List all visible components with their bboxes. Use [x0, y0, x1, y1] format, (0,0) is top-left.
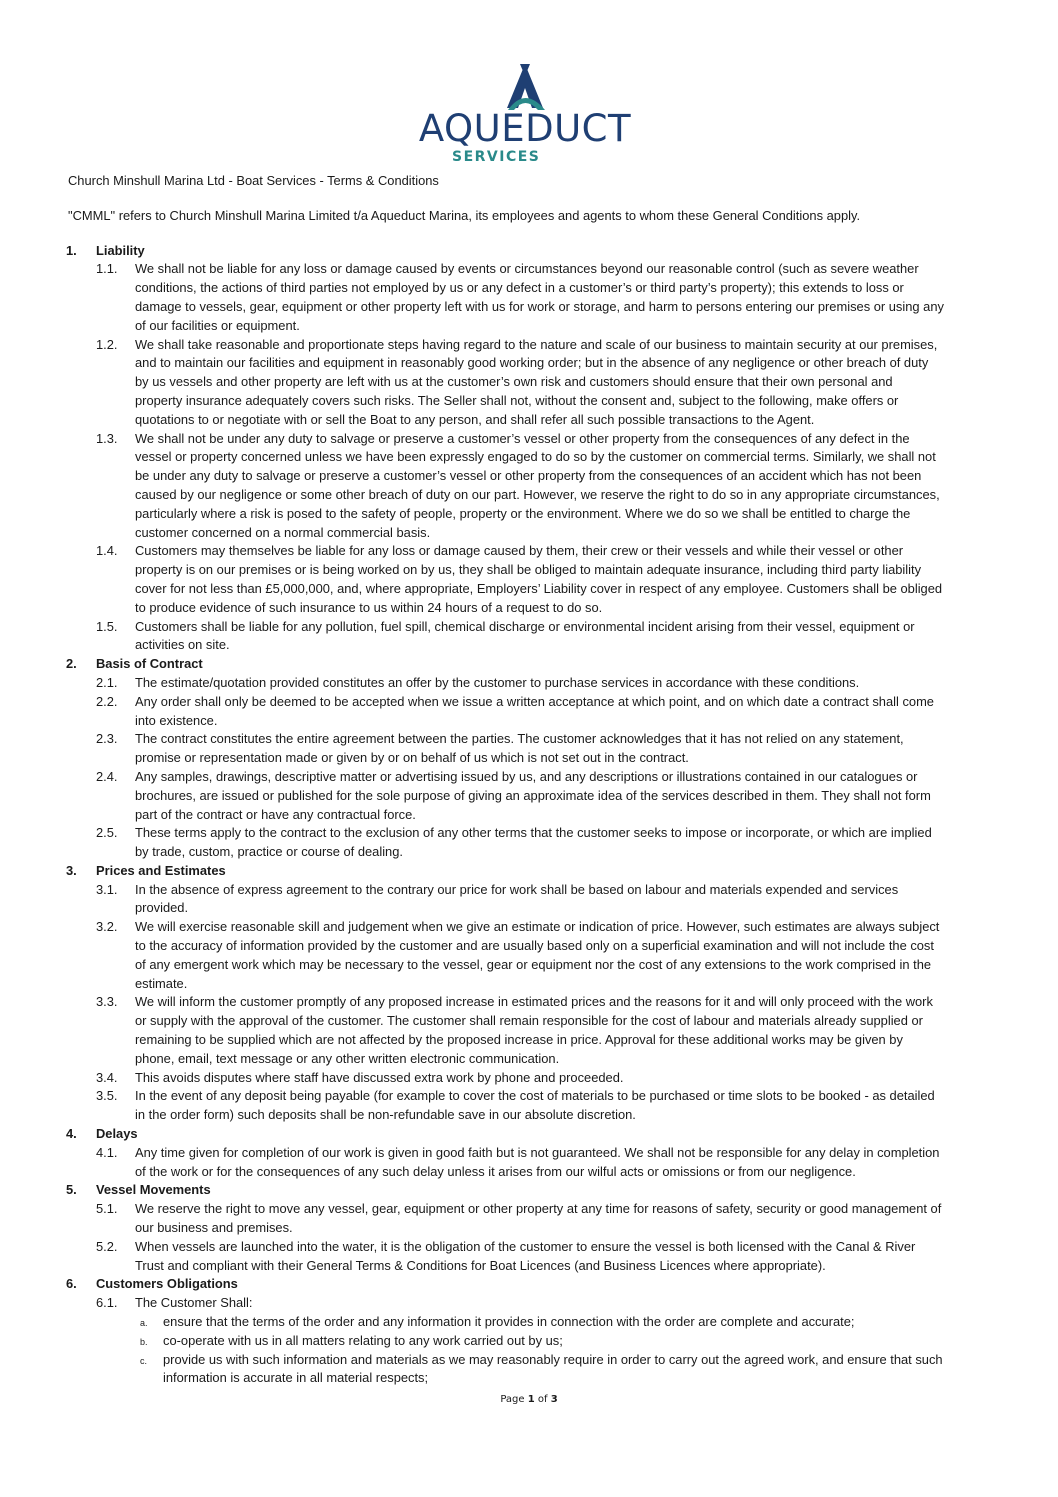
section-heading: [68, 1125, 994, 1144]
document-heading: Church Minshull Marina Ltd - Boat Services - Terms & Conditions: [68, 173, 439, 188]
clause-text: of the work or for the consequences of any such delay unless it arises from our wilful acts or omissions or from our negligence.: [135, 1163, 856, 1179]
sections-list: [68, 242, 994, 1389]
clause-line: [68, 392, 994, 411]
section-title: Liability: [96, 242, 145, 258]
clause-text: We will inform the customer promptly of any proposed increase in estimated prices and the reasons for it and will only proceed with the work: [135, 994, 933, 1010]
clause-text: We shall take reasonable and proportionate steps having regard to the nature and scale of our business to maintain security at our premises,: [135, 336, 938, 352]
clause-text: to produce evidence of such insurance to us within 24 hours of a request to do so.: [135, 599, 603, 615]
clause-number: 3.4.: [96, 1069, 118, 1085]
clause-text: cover for not less than £5,000,000, and, where appropriate, Employers’ Liability cover in respect of any employee. Customers shall be obliged: [135, 580, 943, 596]
clause-text: caused by our negligence or some other breach of duty on our part. However, we reserve the right to do so in any appropriate circumstances,: [135, 486, 940, 502]
subitem-text: provide us with such information and materials as we may reasonably require in order to carry out the agreed work, and ensure that such: [163, 1351, 943, 1367]
clause-line: [68, 749, 994, 768]
section-number: 2.: [66, 656, 77, 672]
clause-number: 2.5.: [96, 825, 118, 841]
clause-line: [68, 1219, 994, 1238]
clause-line: [68, 448, 994, 467]
clause-line: [68, 806, 994, 825]
clause-number: 2.2.: [96, 693, 118, 709]
clause-line: [68, 599, 994, 618]
clause-number: 1.2.: [96, 336, 118, 352]
clause-text: The Customer Shall:: [135, 1295, 253, 1311]
clause-line: [68, 467, 994, 486]
section-title: Vessel Movements: [96, 1182, 211, 1198]
logo-subtitle: SERVICES: [452, 149, 541, 165]
clause-number: 3.2.: [96, 919, 118, 935]
clause-text: When vessels are launched into the water, it is the obligation of the customer to ensure the vessel is both licensed with the Canal & River: [135, 1238, 916, 1254]
clause-text: particularly where a risk is posed to the safety of people, property or the environment. Where we do so we shall be entitled to charge the: [135, 505, 911, 521]
clause-text: The contract constitutes the entire agreement between the parties. The customer acknowledges that it has not relied on any statement,: [135, 731, 904, 747]
clause-number: 1.5.: [96, 618, 118, 634]
clause-text: Customers may themselves be liable for any loss or damage caused by them, their crew or their vessels and while their vessel or other: [135, 543, 904, 559]
clause-text: We shall not be under any duty to salvage or preserve a customer’s vessel or other property from the consequences of any defect in the: [135, 430, 910, 446]
clause-line: [68, 505, 994, 524]
section-title: Customers Obligations: [96, 1276, 238, 1292]
clause-line: [68, 937, 994, 956]
clause-text: vessel or property concerned unless we have been expressly engaged to do so by the customer on commercial terms. Similarly, we shall not: [135, 449, 936, 465]
clause-line: [68, 618, 994, 637]
clause-line: [68, 411, 994, 430]
clause-line: [68, 1144, 994, 1163]
clause-line: [68, 787, 994, 806]
footer-of: of: [537, 1394, 548, 1405]
section-number: 5.: [66, 1182, 77, 1198]
clause-text: provided.: [135, 900, 189, 916]
section-number: 3.: [66, 862, 77, 878]
clause-line: [68, 1069, 994, 1088]
clause-line: [68, 430, 994, 449]
clause-text: conditions, the actions of third parties not employed by us or any defect in a customer’s or third party’s property); this extends to loss or: [135, 280, 904, 296]
subitem-line: [68, 1351, 994, 1370]
clause-text: remaining to be supplied which are not affected by the proposed increase in price. Approval for these additional works may be given by: [135, 1032, 903, 1048]
subitem-line: [68, 1332, 994, 1351]
clause-line: [68, 636, 994, 655]
page-footer: [0, 1394, 1058, 1405]
subitem-line: [68, 1313, 994, 1332]
clause-line: [68, 260, 994, 279]
clause-text: brochures, are issued or published for the sole purpose of giving an approximate idea of the services described in them. They shall not form: [135, 787, 931, 803]
clause-line: [68, 1163, 994, 1182]
footer-prefix: Page: [500, 1394, 525, 1405]
clause-line: [68, 336, 994, 355]
subitem-letter: c.: [140, 1355, 148, 1366]
clause-line: [68, 918, 994, 937]
clause-text: of any emergent work which may be necessary to the vessel, gear or equipment nor the cost of any extensions to the work comprised in the: [135, 956, 932, 972]
clause-line: [68, 975, 994, 994]
section-heading: [68, 1181, 994, 1200]
clause-text: property insurance adequately covers such risks. The Seller shall not, without the consent and, subject to the following, make offers or: [135, 392, 899, 408]
logo-wordmark: AQUEDUCT: [418, 107, 632, 150]
clause-text: The estimate/quotation provided constitutes an offer by the customer to purchase services in accordance with these conditions.: [135, 674, 860, 690]
clause-text: In the absence of express agreement to the contrary our price for work shall be based on labour and materials expended and services: [135, 881, 899, 897]
clause-text: or supply with the approval of the customer. The customer shall remain responsible for the cost of labour and materials already supplied or: [135, 1013, 923, 1029]
clause-line: [68, 712, 994, 731]
clause-line: [68, 768, 994, 787]
clause-line: [68, 1238, 994, 1257]
clause-line: [68, 674, 994, 693]
clause-line: [68, 1031, 994, 1050]
clause-number: 2.4.: [96, 768, 118, 784]
clause-number: 3.5.: [96, 1088, 118, 1104]
section-heading: [68, 1275, 994, 1294]
clause-text: by trade, custom, practice or course of dealing.: [135, 844, 403, 860]
clause-text: This avoids disputes where staff have discussed extra work by phone and proceeded.: [135, 1069, 624, 1085]
section-title: Prices and Estimates: [96, 862, 226, 878]
clause-line: [68, 354, 994, 373]
clause-text: We reserve the right to move any vessel, gear, equipment or other property at any time for reasons of safety, security or good management of: [135, 1201, 942, 1217]
clause-line: [68, 1050, 994, 1069]
footer-total-pages: 3: [550, 1394, 558, 1405]
clause-line: [68, 993, 994, 1012]
clause-line: [68, 486, 994, 505]
clause-line: [68, 279, 994, 298]
clause-text: and to maintain our facilities and equipment in reasonably good working order; but in the absence of any negligence or other breach of duty: [135, 355, 929, 371]
clause-number: 1.1.: [96, 261, 118, 277]
clause-line: [68, 881, 994, 900]
clause-number: 2.1.: [96, 674, 118, 690]
clause-line: [68, 373, 994, 392]
clause-text: damage to vessels, gear, equipment or other property left with us for work or storage, and harm to persons entering our premises or using any: [135, 298, 944, 314]
subitem-text: co-operate with us in all matters relating to any work carried out by us;: [163, 1332, 563, 1348]
clause-number: 5.1.: [96, 1201, 118, 1217]
intro-paragraph: "CMML" refers to Church Minshull Marina Limited t/a Aqueduct Marina, its employees and agents to whom these General Conditions apply.: [68, 208, 861, 224]
section-heading: [68, 655, 994, 674]
subitem-text: ensure that the terms of the order and any information it provides in connection with the order are complete and accurate;: [163, 1314, 855, 1330]
clause-text: These terms apply to the contract to the exclusion of any other terms that the customer seeks to impose or incorporate, or which are implied: [135, 825, 932, 841]
section-number: 1.: [66, 242, 77, 258]
clause-number: 5.2.: [96, 1238, 118, 1254]
clause-number: 6.1.: [96, 1295, 118, 1311]
clause-text: Any order shall only be deemed to be accepted when we issue a written acceptance at which point, and on which date a contract shall come: [135, 693, 934, 709]
clause-line: [68, 524, 994, 543]
subitem-letter: b.: [140, 1336, 148, 1347]
clause-text: We shall not be liable for any loss or damage caused by events or circumstances beyond our reasonable control (such as severe weather: [135, 261, 919, 277]
clause-text: In the event of any deposit being payable (for example to cover the cost of materials to be purchased or time slots to be booked - as detailed: [135, 1088, 935, 1104]
clause-text: to the accuracy of information provided by the customer and are usually based only on a superficial examination and will not include the cost: [135, 938, 934, 954]
clause-number: 3.1.: [96, 881, 118, 897]
clause-line: [68, 1294, 994, 1313]
clause-text: customer concerned on a normal commercial basis.: [135, 524, 431, 540]
subitem-line: [68, 1369, 994, 1388]
clause-line: [68, 824, 994, 843]
clause-number: 3.3.: [96, 994, 118, 1010]
clause-line: [68, 1106, 994, 1125]
clause-number: 4.1.: [96, 1144, 118, 1160]
clause-text: Any samples, drawings, descriptive matter or advertising issued by us, and any descriptions or illustrations contained in our catalogues or: [135, 768, 918, 784]
clause-text: Any time given for completion of our work is given in good faith but is not guaranteed. We shall not be responsible for any delay in completion: [135, 1144, 940, 1160]
clause-text: promise or representation made or given by or on behalf of us which is not set out in the contract.: [135, 750, 689, 766]
clause-text: estimate.: [135, 975, 188, 991]
section-heading: [68, 242, 994, 261]
clause-line: [68, 730, 994, 749]
clause-text: into existence.: [135, 712, 218, 728]
clause-line: [68, 1087, 994, 1106]
clause-text: We will exercise reasonable skill and judgement when we give an estimate or indication of price. However, such estimates are always subject: [135, 919, 940, 935]
clause-text: phone, email, text message or any other written electronic communication.: [135, 1050, 560, 1066]
clause-line: [68, 317, 994, 336]
clause-text: Customers shall be liable for any pollution, fuel spill, chemical discharge or environmental incident arising from their vessel, equipment or: [135, 618, 915, 634]
clause-number: 2.3.: [96, 731, 118, 747]
section-title: Basis of Contract: [96, 656, 203, 672]
subitem-text: information is accurate in all material respects;: [163, 1370, 429, 1386]
clause-line: [68, 693, 994, 712]
clause-text: part of the contract or have any contractual force.: [135, 806, 416, 822]
section-heading: [68, 862, 994, 881]
clause-line: [68, 956, 994, 975]
clause-line: [68, 843, 994, 862]
section-title: Delays: [96, 1126, 138, 1142]
clause-line: [68, 1012, 994, 1031]
clause-text: property is on our premises or is being worked on by us, they shall be obliged to maintain adequate insurance, including third party liability: [135, 562, 922, 578]
clause-line: [68, 542, 994, 561]
clause-text: our business and premises.: [135, 1220, 293, 1236]
clause-text: Trust and compliant with their General Terms & Conditions for Boat Licences (and Business Licences where appropriate).: [135, 1257, 826, 1273]
clause-number: 1.4.: [96, 543, 118, 559]
clause-line: [68, 561, 994, 580]
clause-line: [68, 1257, 994, 1276]
clause-number: 1.3.: [96, 430, 118, 446]
subitem-letter: a.: [140, 1318, 148, 1329]
clause-line: [68, 580, 994, 599]
clause-line: [68, 298, 994, 317]
company-logo: [400, 58, 650, 170]
clause-text: in the order form) such deposits shall be non-refundable save in our absolute discretion.: [135, 1107, 636, 1123]
document-body: [68, 172, 994, 1388]
footer-current-page: 1: [527, 1394, 535, 1405]
clause-line: [68, 1200, 994, 1219]
clause-text: be under any duty to salvage or preserve a customer’s vessel or other property from the consequences of an accident which has not been: [135, 468, 922, 484]
clause-line: [68, 899, 994, 918]
clause-text: activities on site.: [135, 637, 230, 653]
clause-text: of our facilities or equipment.: [135, 317, 300, 333]
clause-text: quotations to or negotiate with or sell the Boat to any person, and shall refer all such possible transactions to the Agent.: [135, 411, 815, 427]
section-number: 4.: [66, 1126, 77, 1142]
section-number: 6.: [66, 1276, 77, 1292]
clause-text: by us vessels and other property are left with us at the customer’s own risk and customers should ensure that their own personal and: [135, 374, 893, 390]
